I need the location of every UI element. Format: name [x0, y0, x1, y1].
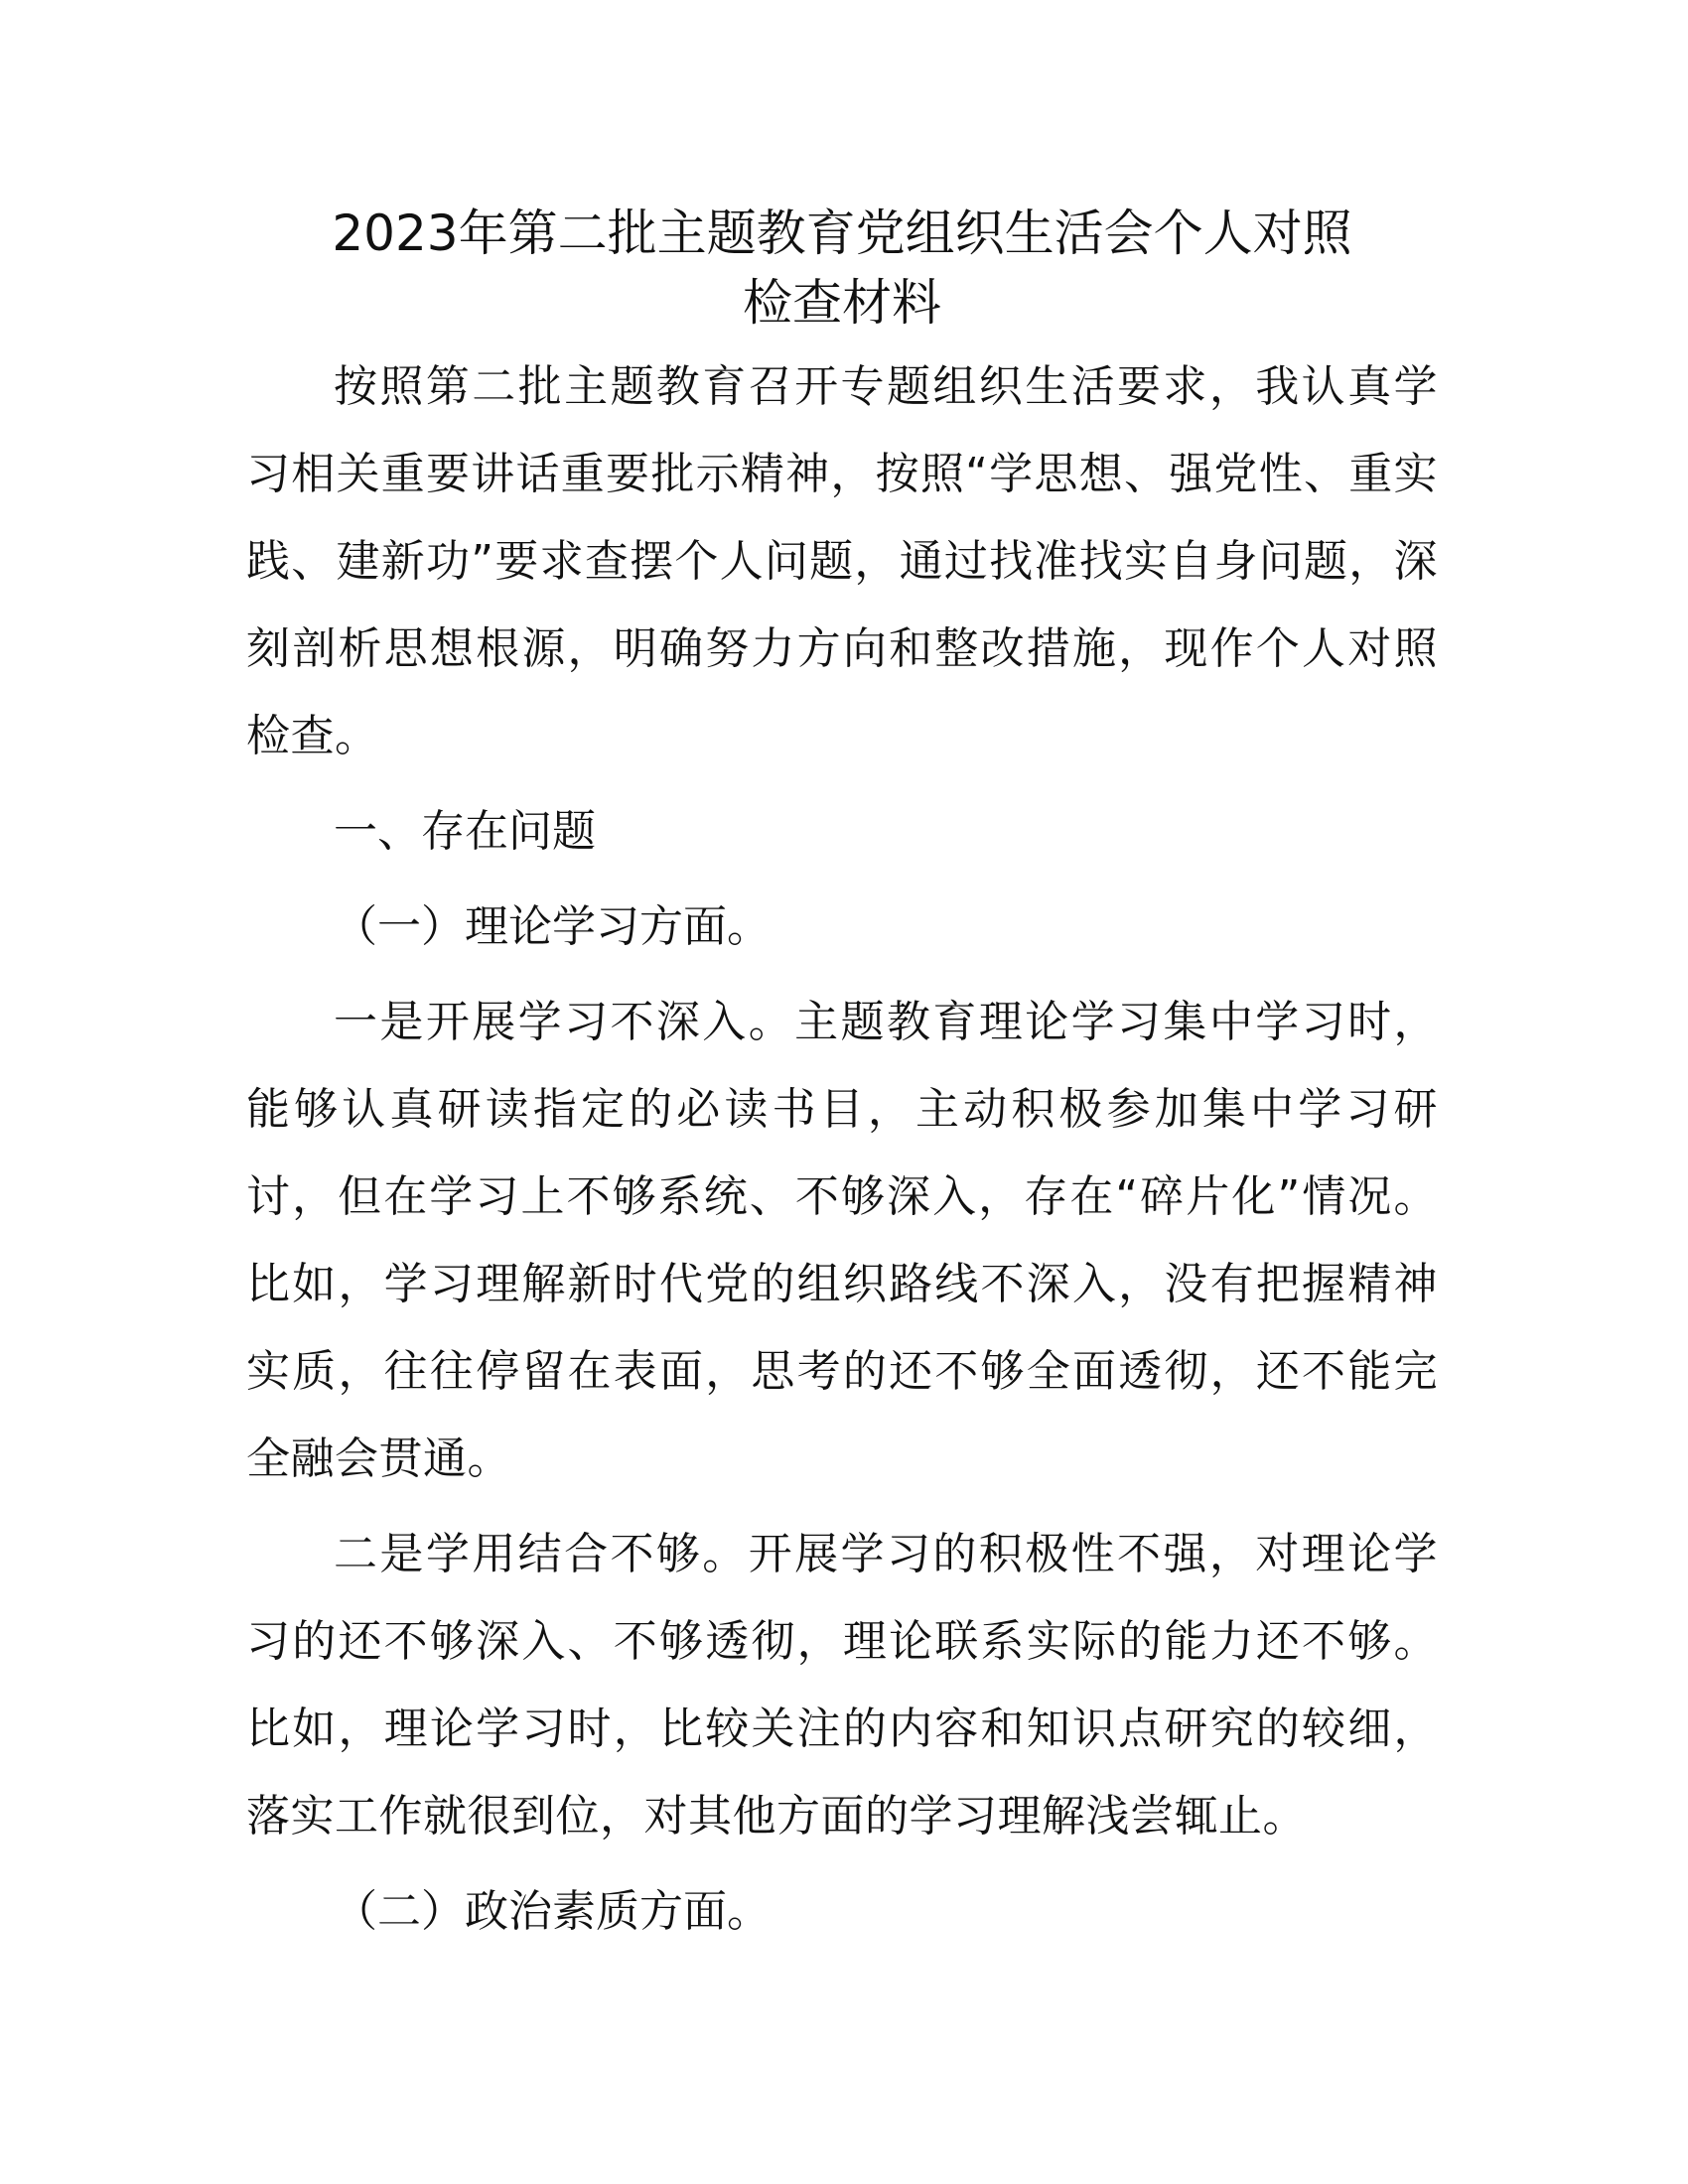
section-heading-problems: 一、存在问题: [334, 806, 596, 857]
paragraph-study-not-deep: 一是开展学习不深入。主题教育理论学习集中学习时，能够认真研读指定的必读书目，主动积极参加集中学习研讨，但在学习上不够系统、不够深入，存在“碎片化”情况。比如，学习理解新时代党的组织路线不深入，没有把握精神实质，往往停留在表面，思考的还不够全面透彻，还不能完全融会贯通。: [246, 997, 1438, 1484]
subheading-political-quality: （二）政治素质方面。: [334, 1886, 771, 1937]
subheading-theory-study: （一）理论学习方面。: [334, 901, 771, 952]
title-line-2: 检查材料: [743, 274, 941, 332]
document-page: [246, 199, 1438, 1956]
title-line-1: 2023年第二批主题教育党组织生活会个人对照: [332, 205, 1352, 262]
paragraph-study-application: 二是学用结合不够。开展学习的积极性不强，对理论学习的还不够深入、不够透彻，理论联系实际的能力还不够。比如，理论学习时，比较关注的内容和知识点研究的较细，落实工作就很到位，对其他方面的学习理解浅尝辄止。: [246, 1529, 1438, 1842]
document-title: [246, 199, 1438, 338]
intro-paragraph: 按照第二批主题教育召开专题组织生活要求，我认真学习相关重要讲话重要批示精神，按照“学思想、强党性、重实践、建新功”要求查摆个人问题，通过找准找实自身问题，深刻剖析思想根源，明确努力方向和整改措施，现作个人对照检查。: [246, 361, 1438, 761]
